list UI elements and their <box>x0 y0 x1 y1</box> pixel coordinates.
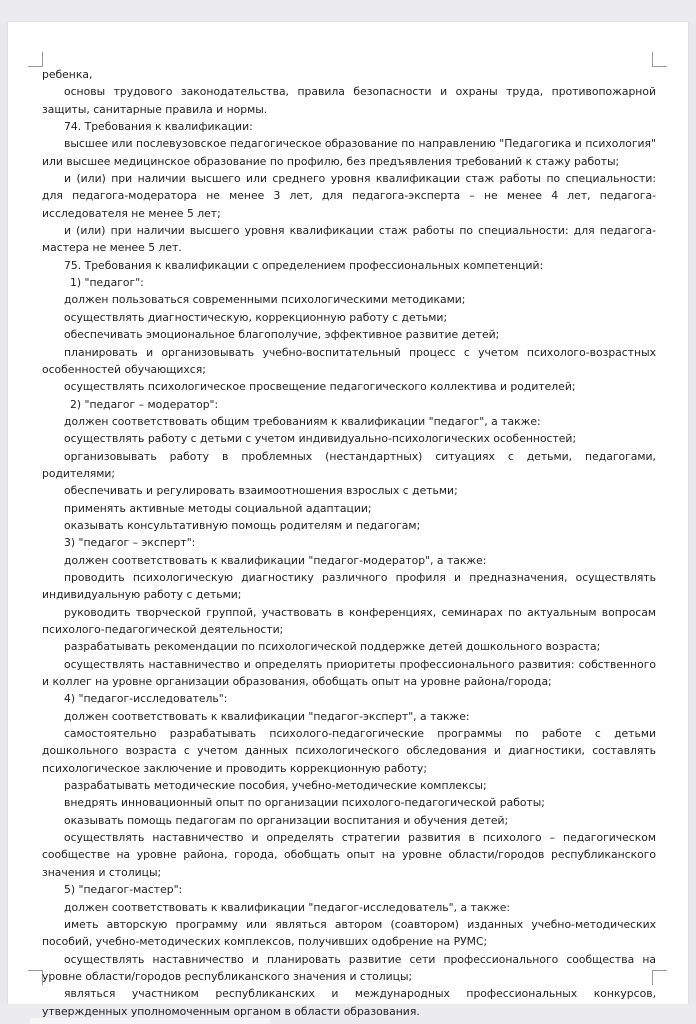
list-item: должен соответствовать к квалификации "педагог-эксперт", а также: <box>64 709 470 723</box>
list-item: осуществлять наставничество и определять приоритеты профессионального развития: собственного и коллег на уровне организации образования, обобщать опыт на уровне района/города; <box>42 657 656 689</box>
paragraph: и (или) при наличии высшего или среднего уровня квалификации стаж работы по специальности: для педагога-модератора не менее 3 лет, для педагога-эксперта – не менее 4 лет, педагога-исследователя не менее 5 лет; <box>42 172 656 220</box>
subsection-heading-master: 5) "педагог-мастер": <box>64 883 183 897</box>
list-item: осуществлять психологическое просвещение педагогического коллектива и родителей; <box>64 380 576 394</box>
section-heading-74: 74. Требования к квалификации: <box>64 120 253 134</box>
paragraph: основы трудового законодательства, правила безопасности и охраны труда, противопожарной защиты, санитарные правила и нормы. <box>42 85 656 116</box>
list-item: обеспечивать эмоциональное благополучие, эффективное развитие детей; <box>64 328 500 342</box>
subsection-heading-moderator: 2) "педагог – модератор": <box>70 397 219 411</box>
subsection-heading-expert: 3) "педагог – эксперт": <box>64 536 196 550</box>
crop-mark-top-right <box>652 52 667 67</box>
list-item: оказывать помощь педагогам по организации воспитания и обучения детей; <box>64 813 509 827</box>
document-body <box>42 66 656 1020</box>
list-item: применять активные методы социальной адаптации; <box>64 501 372 515</box>
list-item: должен соответствовать к квалификации "педагог-модератор", а также: <box>64 553 487 567</box>
list-item: являться участником республиканских и международных профессиональных конкурсов, утвержденных уполномоченным органом в области образования. <box>42 987 656 1018</box>
paragraph: ребенка, <box>42 68 93 81</box>
list-item: должен соответствовать к квалификации "педагог-исследователь", а также: <box>64 900 510 914</box>
list-item: организовывать работу в проблемных (нестандартных) ситуациях с детьми, педагогами, родителями; <box>42 449 656 480</box>
paragraph: высшее или послевузовское педагогическое образование по направлению "Педагогика и психология" или высшее медицинское образование по профилю, без предъявления требований к стажу работы; <box>42 137 656 168</box>
list-item: обеспечивать и регулировать взаимоотношения взрослых с детьми; <box>64 484 458 498</box>
list-item: должен соответствовать общим требованиям к квалификации "педагог", а также: <box>64 414 541 428</box>
list-item: иметь авторскую программу или являться автором (соавтором) изданных учебно-методических пособий, учебно-методических комплексов, получивших одобрение на РУМС; <box>42 917 656 949</box>
list-item: осуществлять наставничество и определять стратегии развития в психолого – педагогическом сообществе на уровне района, города, обобщать опыт на уровне области/городов республиканского значения и столицы; <box>42 831 656 879</box>
list-item: внедрять инновационный опыт по организации психолого-педагогической работы; <box>64 796 545 810</box>
list-item: проводить психологическую диагностику различного профиля и предназначения, осуществлять индивидуальную работу с детьми; <box>42 570 656 602</box>
list-item: самостоятельно разрабатывать психолого-педагогические программы по работе с детьми дошкольного возраста с учетом данных психологического обследования и диагностики, составлять психологическое заключение и проводить коррекционную работу; <box>42 727 656 775</box>
list-item: разрабатывать методические пособия, учебно-методические комплексы; <box>64 779 487 793</box>
list-item: осуществлять диагностическую, коррекционную работу с детьми; <box>64 310 448 324</box>
paragraph: и (или) при наличии высшего уровня квалификации стаж работы по специальности: для педагога-мастера не менее 5 лет. <box>42 224 656 255</box>
list-item: осуществлять наставничество и планировать развитие сети профессионального сообщества на уровне области/городов республиканского значения и столицы; <box>42 952 656 983</box>
crop-mark-top-left <box>28 52 43 67</box>
crop-mark-bottom-left <box>28 970 43 985</box>
list-item: должен пользоваться современными психологическими методиками; <box>64 293 466 307</box>
subsection-heading-researcher: 4) "педагог-исследователь": <box>64 692 228 706</box>
list-item: оказывать консультативную помощь родителям и педагогам; <box>64 518 421 532</box>
subsection-heading-pedagog: 1) "педагог": <box>70 276 144 290</box>
section-heading-75: 75. Требования к квалификации с определением профессиональных компетенций: <box>64 258 544 272</box>
list-item: разрабатывать рекомендации по психологической поддержке детей дошкольного возраста; <box>64 640 601 654</box>
list-item: осуществлять работу с детьми с учетом индивидуально-психологических особенностей; <box>64 432 577 446</box>
viewer-top-bar <box>0 0 696 22</box>
list-item: планировать и организовывать учебно-воспитательный процесс с учетом психолого-возрастных особенностей обучающихся; <box>42 345 656 376</box>
list-item: руководить творческой группой, участвовать в конференциях, семинарах по актуальным вопросам психолого-педагогической деятельности; <box>42 605 656 636</box>
